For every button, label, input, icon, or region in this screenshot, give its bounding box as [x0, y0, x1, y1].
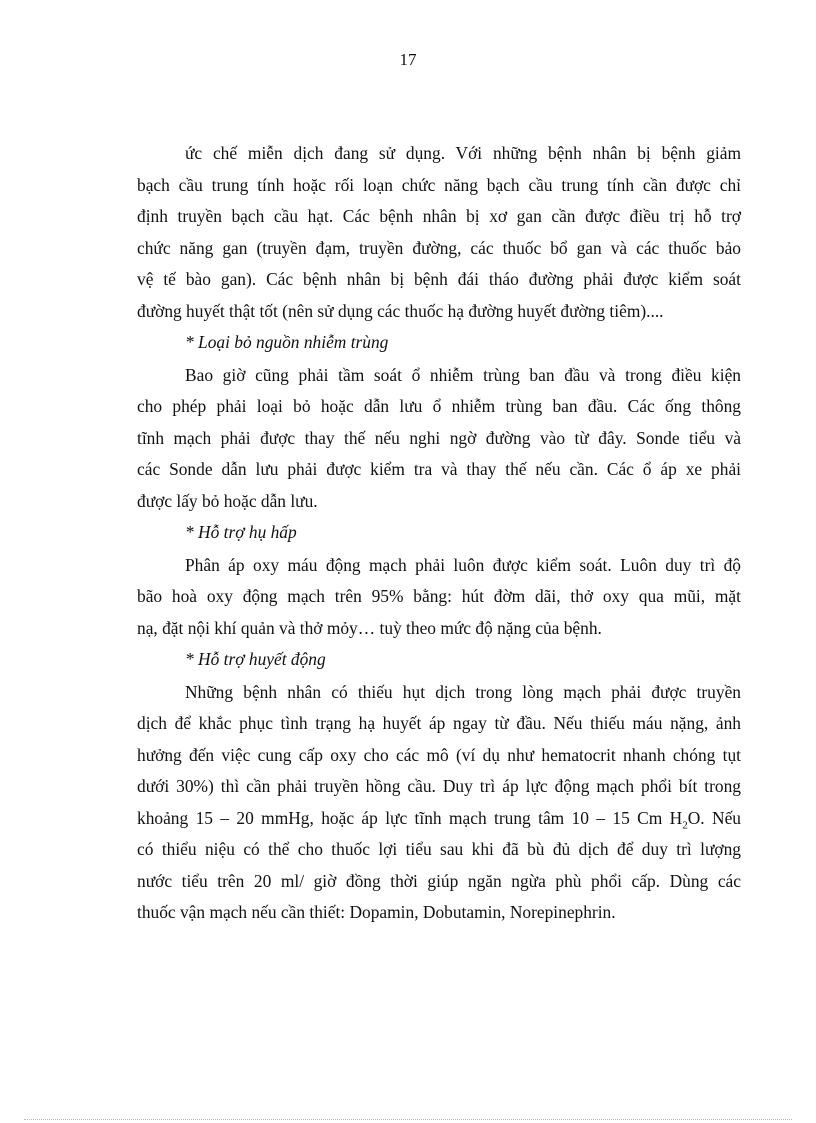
text-line: cho phép phải loại bỏ hoặc dẫn lưu ổ nhiễm trùng ban đầu. Các ống thông	[137, 396, 741, 416]
text-line: được lấy bỏ hoặc dẫn lưu.	[137, 490, 318, 511]
text-line: có thiểu niệu có thể cho thuốc lợi tiểu sau khi đã bù đủ dịch để duy trì lượng	[137, 839, 741, 859]
text-line: tĩnh mạch phải được thay thế nếu nghi ngờ đường vào từ đây. Sonde tiểu và	[137, 427, 741, 448]
text-line: đường huyết thật tốt (nên sử dụng các thuốc hạ đường huyết đường tiêm)....	[137, 300, 664, 321]
text-line: nước tiểu trên 20 ml/ giờ đồng thời giúp ngăn ngừa phù phổi cấp. Dùng các	[137, 870, 741, 891]
text-line: Những bệnh nhân có thiếu hụt dịch trong lòng mạch phải được truyền	[185, 681, 741, 702]
paragraph-hemodynamic-support	[137, 677, 741, 929]
text-line: bão hoà oxy động mạch trên 95% bằng: hút đờm dãi, thở oxy qua mũi, mặt	[137, 586, 741, 606]
text-line: thuốc vận mạch nếu cần thiết: Dopamin, Dobutamin, Norepinephrin.	[137, 902, 616, 922]
text-line-with-subscript	[137, 803, 741, 835]
text-line: chức năng gan (truyền đạm, truyền đường, các thuốc bổ gan và các thuốc bảo	[137, 237, 741, 258]
text-line: Bao giờ cũng phải tầm soát ổ nhiễm trùng ban đầu và trong điều kiện	[185, 364, 741, 385]
text-line: dịch để khắc phục tình trạng hạ huyết áp ngay từ đầu. Nếu thiếu máu nặng, ảnh	[137, 713, 741, 733]
text-segment: khoảng 15 – 20 mmHg, hoặc áp lực tĩnh mạch trung tâm 10 – 15 Cm H	[137, 807, 683, 828]
text-line: dưới 30%) thì cần phải truyền hồng cầu. Duy trì áp lực động mạch phổi bít trong	[137, 776, 741, 796]
text-line: nạ, đặt nội khí quản và thở mỏy… tuỳ theo mức độ nặng của bệnh.	[137, 617, 602, 638]
text-line: các Sonde dẫn lưu phải được kiểm tra và thay thế nếu cần. Các ổ áp xe phải	[137, 459, 741, 479]
paragraph-immunosuppression	[137, 138, 741, 327]
page-number: 17	[399, 50, 417, 69]
paragraph-respiratory-support	[137, 550, 741, 645]
text-line: hưởng đến việc cung cấp oxy cho các mô (ví dụ như hematocrit nhanh chóng tụt	[137, 744, 741, 765]
section-heading-hemodynamic-support: * Hỗ trợ huyết động	[185, 649, 326, 669]
paragraph-infection-source	[137, 360, 741, 518]
text-line: ức chế miễn dịch đang sử dụng. Với những bệnh nhân bị bệnh giảm	[185, 143, 741, 163]
text-line: bạch cầu trung tính hoặc rối loạn chức năng bạch cầu trung tính cần được chỉ	[137, 174, 741, 195]
document-body	[137, 138, 741, 929]
section-heading-respiratory-support: * Hỗ trợ hụ hấp	[185, 522, 297, 542]
text-line: vệ tế bào gan). Các bệnh nhân bị bệnh đái tháo đường phải được kiểm soát	[137, 269, 741, 289]
text-line: định truyền bạch cầu hạt. Các bệnh nhân bị xơ gan cần được điều trị hỗ trợ	[137, 206, 741, 226]
page-bottom-divider	[24, 1119, 792, 1120]
subscript: 2	[682, 818, 688, 831]
section-heading-infection-source: * Loại bỏ nguồn nhiễm trùng	[185, 332, 389, 352]
text-line: Phân áp oxy máu động mạch phải luôn được kiểm soát. Luôn duy trì độ	[185, 554, 741, 575]
text-segment: O. Nếu	[687, 807, 741, 828]
